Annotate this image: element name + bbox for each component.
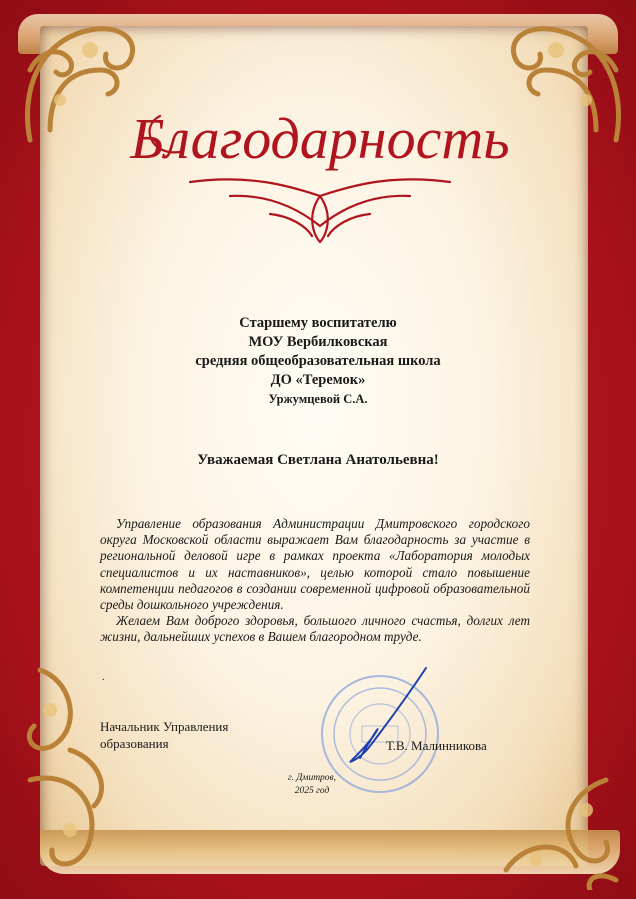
recipient-name: Уржумцевой С.А. xyxy=(268,392,368,406)
place: г. Дмитров, xyxy=(288,773,337,783)
signatory-title-line: Начальник Управления xyxy=(100,719,229,734)
recipient-line: Старшему воспитателю xyxy=(239,315,397,331)
ornament-bottom-left-icon xyxy=(10,660,150,890)
title-block xyxy=(120,86,520,256)
recipient-block xyxy=(0,314,636,390)
signature-icon xyxy=(330,662,440,772)
greeting: Уважаемая Светлана Анатольевна! xyxy=(197,452,439,468)
recipient-line: средняя общеобразовательная школа xyxy=(195,353,441,369)
ornament-bottom-right-icon xyxy=(486,770,626,890)
signatory-name: Т.В. Малинникова xyxy=(386,738,487,753)
signatory-title-line: образования xyxy=(100,736,169,751)
wish-paragraph: Желаем Вам доброго здоровья, большого личного счастья, долгих лет жизни, дальнейших успехов в Вашем благородном труде. xyxy=(100,613,530,645)
year: 2025 год xyxy=(294,786,330,796)
body-text xyxy=(100,516,530,646)
recipient-line: МОУ Вербилковская xyxy=(248,334,388,350)
place-date xyxy=(288,772,336,798)
stray-dot: . xyxy=(102,672,105,683)
certificate-title: Благодарность xyxy=(130,106,510,171)
recipient-line: ДО «Теремок» xyxy=(270,372,366,388)
signatory-title xyxy=(100,718,228,752)
body-paragraph: Управление образования Администрации Дмитровского городского округа Московской области выражает Вам благодарность за участие в региональной деловой игре в рамках проекта «Лаборатория молодых специалистов и их наставников», целью которой стало повышение компетенции педагогов в создании современной цифровой образовательной среды дошкольного учреждения. xyxy=(100,516,530,613)
